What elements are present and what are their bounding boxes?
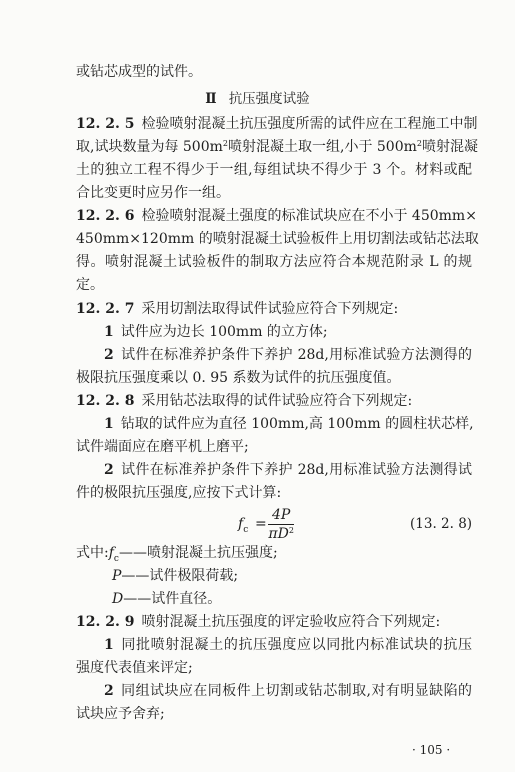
variable-symbol: P (112, 568, 122, 584)
formula-denominator-text: πD (268, 526, 289, 542)
item-line (104, 322, 472, 342)
text-segment: 取,试块数量为每 500m (76, 139, 223, 155)
clause-12-2-5-line-1 (76, 114, 478, 134)
item-number: 1 (104, 324, 114, 340)
clause-text: 检验喷射混凝土强度的标准试块应在不小于 450mm× (141, 208, 477, 224)
where-prefix: 式中: (76, 545, 109, 561)
text-line: 或钻芯成型的试件。 (76, 64, 202, 80)
clause-text: 喷射混凝土抗压强度的评定验收应符合下列规定: (141, 614, 441, 630)
clause-12-2-9-line-1 (76, 612, 472, 632)
clause-12-2-6-line-1 (76, 206, 477, 226)
formula-numerator: 4P (268, 506, 294, 525)
formula-denominator (268, 525, 294, 543)
item-text: 试件在标准养护条件下养护 28d,用标准试验方法测得的 (120, 347, 472, 363)
variable-description: ——试件直径。 (123, 591, 222, 607)
item-line (104, 414, 472, 434)
formula-fraction (268, 506, 294, 543)
formula-lhs (238, 516, 248, 535)
equation-number: (13. 2. 8) (410, 516, 473, 532)
formula-symbol: f (238, 516, 244, 532)
page-number: · 105 · (412, 743, 451, 757)
item-line (104, 681, 472, 701)
variable-description: ——喷射混凝土抗压强度; (118, 545, 278, 561)
clause-12-2-5-line-2 (76, 137, 478, 157)
item-number: 1 (104, 416, 114, 432)
variable-description: ——试件极限荷载; (121, 568, 239, 584)
item-number: 2 (104, 347, 114, 363)
clause-12-2-6-line-3: 得。喷射混凝土试验板件的制取方法应符合本规范附录 L 的规 (76, 254, 472, 270)
clause-12-2-8-line-1 (76, 391, 472, 411)
variable-subscript: c (113, 553, 119, 564)
item-line: 试块应予舍弃; (76, 706, 165, 722)
item-line: 极限抗压强度乘以 0. 95 系数为试件的抗压强度值。 (76, 370, 401, 386)
clause-12-2-5-line-4: 合比变更时应另作一组。 (76, 185, 230, 201)
clause-text: 采用钻芯法取得的试件试验应符合下列规定: (141, 393, 413, 409)
item-line (104, 635, 472, 655)
clause-12-2-6-line-2: 450mm×120mm 的喷射混凝土试验板件上用切割法或钻芯法取 (76, 231, 479, 247)
variable-definition (76, 543, 472, 569)
section-heading (0, 89, 515, 109)
clause-12-2-6-line-4: 定。 (76, 277, 104, 293)
item-text: 试件应为边长 100mm 的立方体; (120, 324, 328, 340)
item-number: 2 (104, 683, 114, 699)
text-segment: 喷射混凝 (422, 139, 478, 155)
item-text: 试件在标准养护条件下养护 28d,用标准试验方法测得试 (120, 462, 472, 478)
clause-12-2-5-line-3: 土的独立工程不得少于一组,每组试块不得少于 3 个。材料或配 (76, 162, 472, 178)
item-line (104, 345, 472, 365)
heading-roman-numeral: Ⅱ (205, 91, 217, 107)
item-text: 同批喷射混凝土的抗压强度应以同批内标准试块的抗压 (120, 637, 472, 653)
variable-symbol: D (112, 591, 124, 607)
item-text: 钻取的试件应为直径 100mm,高 100mm 的圆柱状芯样, (120, 416, 474, 432)
item-line: 强度代表值来评定; (76, 660, 193, 676)
clause-number: 12. 2. 8 (76, 393, 135, 409)
formula-equals: = (255, 516, 267, 532)
superscript: 2 (416, 139, 422, 148)
variable-symbol: f (108, 545, 114, 561)
clause-number: 12. 2. 7 (76, 301, 135, 317)
item-text: 同组试块应在同板件上切割或钻芯制取,对有明显缺陷的 (120, 683, 472, 699)
item-line (104, 460, 472, 480)
item-number: 2 (104, 462, 114, 478)
clause-text: 检验喷射混凝土抗压强度所需的试件应在工程施工中制 (141, 116, 478, 132)
item-line: 试件端面应在磨平机上磨平; (76, 439, 249, 455)
variable-definition (112, 589, 412, 609)
clause-number: 12. 2. 6 (76, 208, 135, 224)
item-line: 件的极限抗压强度,应按下式计算: (76, 485, 282, 501)
clause-text: 采用切割法取得试件试验应符合下列规定: (141, 301, 399, 317)
item-number: 1 (104, 637, 114, 653)
variable-definition (112, 566, 412, 586)
heading-text: 抗压强度试验 (228, 91, 310, 107)
superscript: 2 (288, 526, 294, 535)
formula-subscript: c (243, 524, 249, 535)
clause-12-2-7-line-1 (76, 299, 472, 319)
clause-number: 12. 2. 9 (76, 614, 135, 630)
superscript: 2 (222, 139, 228, 148)
clause-number: 12. 2. 5 (76, 116, 135, 132)
text-segment: 喷射混凝土取一组,小于 500m (228, 139, 417, 155)
